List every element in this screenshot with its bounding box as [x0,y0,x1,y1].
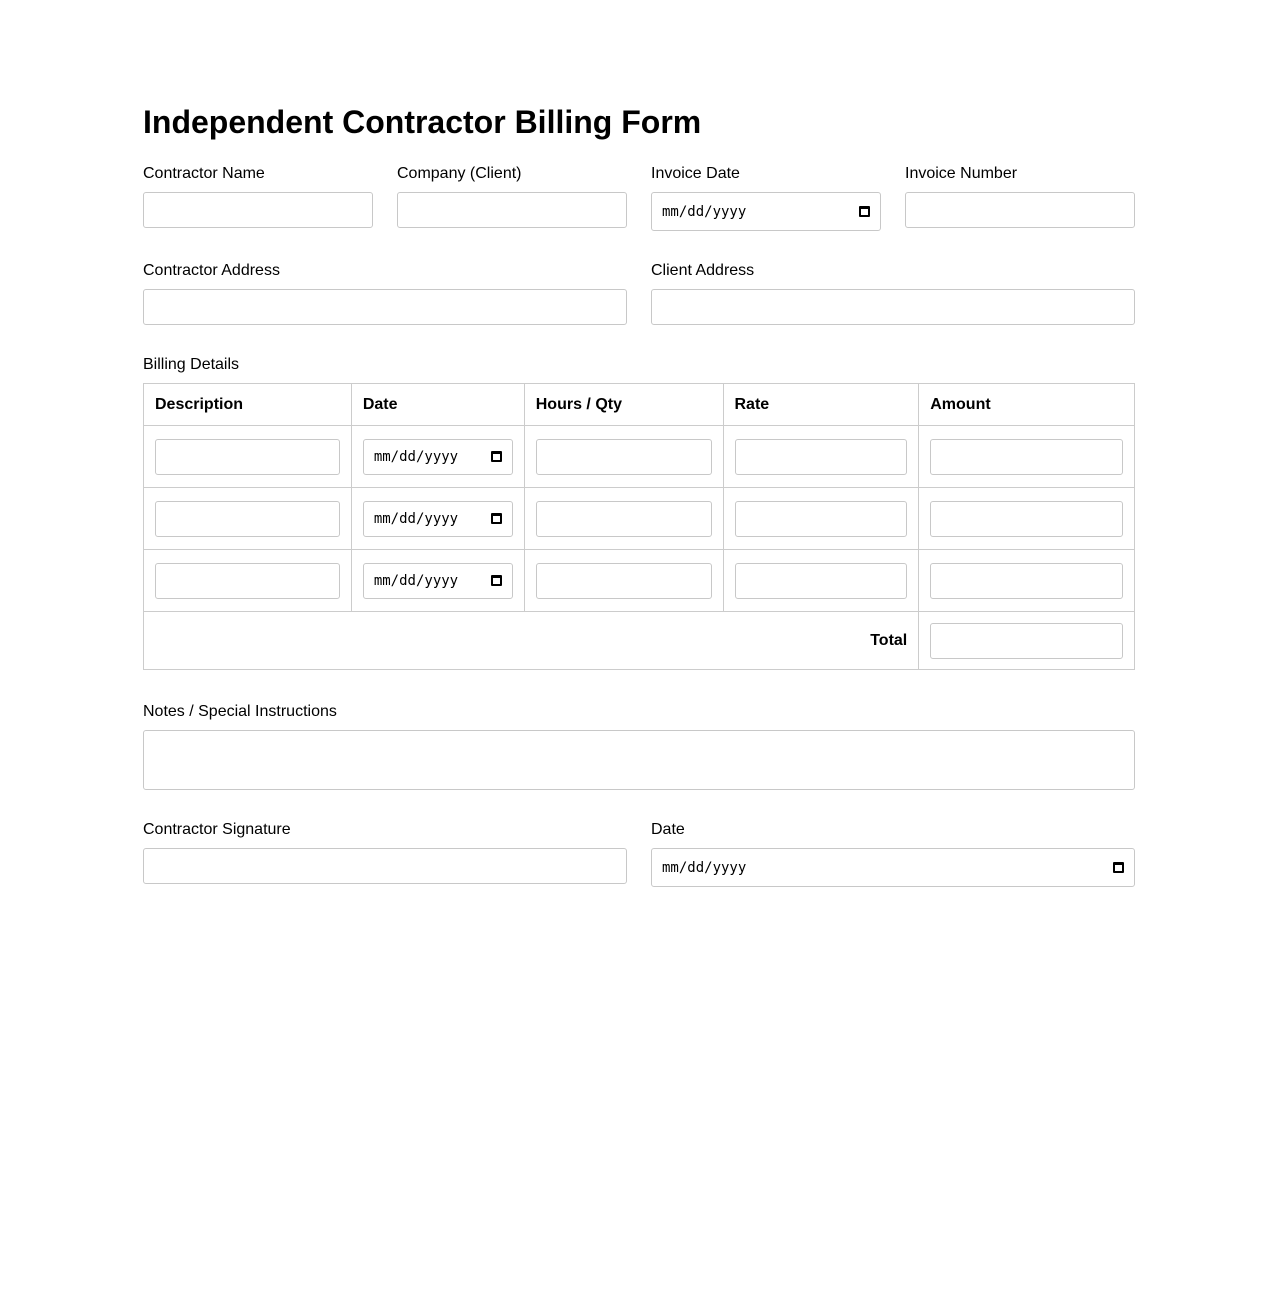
total-row [144,612,1135,670]
company-input[interactable] [397,192,627,228]
sign-date-input[interactable] [651,848,1135,887]
amount-input[interactable] [930,439,1123,475]
sign-date-label: Date [651,821,685,838]
invoice-number-label: Invoice Number [905,165,1018,182]
header-amount: Amount [919,384,1135,426]
calendar-icon[interactable] [491,513,502,524]
client-address-label: Client Address [651,262,755,279]
billing-details-label: Billing Details [143,356,240,373]
rate-input[interactable] [735,439,908,475]
description-input[interactable] [155,563,340,599]
header-rate: Rate [723,384,919,426]
page-title: Independent Contractor Billing Form [143,104,702,140]
billing-table [143,383,1135,670]
company-label: Company (Client) [397,165,522,182]
header-hours: Hours / Qty [524,384,723,426]
row-date-input[interactable] [363,439,513,475]
client-address-input[interactable] [651,289,1135,325]
amount-input[interactable] [930,501,1123,537]
notes-textarea[interactable] [143,730,1135,790]
total-label: Total [144,612,919,670]
description-input[interactable] [155,439,340,475]
signature-label: Contractor Signature [143,821,291,838]
header-description: Description [144,384,352,426]
header-date: Date [351,384,524,426]
amount-input[interactable] [930,563,1123,599]
table-row [144,488,1135,550]
date-placeholder: mm/dd/yyyy [373,510,459,527]
hours-input[interactable] [536,563,712,599]
calendar-icon[interactable] [1113,862,1124,873]
rate-input[interactable] [735,563,908,599]
signature-input[interactable] [143,848,627,884]
description-input[interactable] [155,501,340,537]
contractor-address-input[interactable] [143,289,627,325]
hours-input[interactable] [536,439,712,475]
date-placeholder: mm/dd/yyyy [373,448,459,465]
date-placeholder: mm/dd/yyyy [373,572,459,589]
calendar-icon[interactable] [859,206,870,217]
invoice-number-input[interactable] [905,192,1135,228]
notes-label: Notes / Special Instructions [143,703,337,720]
contractor-name-label: Contractor Name [143,165,265,182]
invoice-date-input[interactable] [651,192,881,231]
date-placeholder: mm/dd/yyyy [662,859,747,876]
contractor-address-label: Contractor Address [143,262,280,279]
hours-input[interactable] [536,501,712,537]
table-row [144,426,1135,488]
row-date-input[interactable] [363,501,513,537]
table-row [144,550,1135,612]
calendar-icon[interactable] [491,451,502,462]
rate-input[interactable] [735,501,908,537]
row-date-input[interactable] [363,563,513,599]
invoice-date-label: Invoice Date [651,165,740,182]
date-placeholder: mm/dd/yyyy [662,203,747,220]
contractor-name-input[interactable] [143,192,373,228]
total-input[interactable] [930,623,1123,659]
calendar-icon[interactable] [491,575,502,586]
